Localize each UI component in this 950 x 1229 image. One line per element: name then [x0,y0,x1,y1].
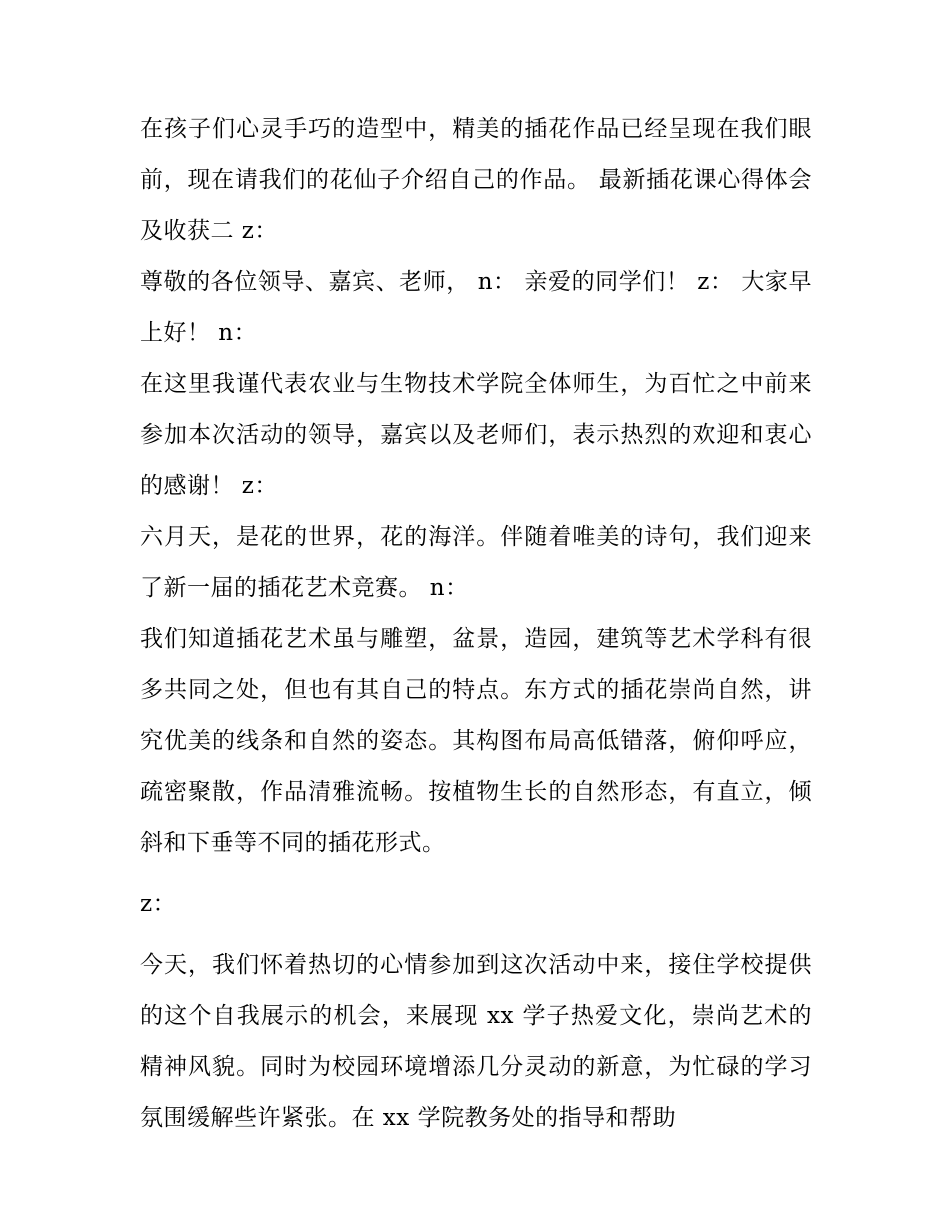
paragraph-greeting: 尊敬的各位领导、嘉宾、老师， n： 亲爱的同学们！ z： 大家早上好！ n： [140,269,812,346]
document-page [140,104,812,1144]
paragraph-art-features: 我们知道插花艺术虽与雕塑，盆景，造园，建筑等艺术学科有很多共同之处，但也有其自己的特点。东方式的插花崇尚自然，讲究优美的线条和自然的姿态。其构图布局高低错落，俯仰呼应，疏密聚散，作品清雅流畅。按植物生长的自然形态，有直立，倾斜和下垂等不同的插花形式。 [140,626,812,856]
paragraph-speaker-z: z： [140,891,177,917]
paragraph-welcome: 在这里我谨代表农业与生物技术学院全体师生，为百忙之中前来参加本次活动的领导，嘉宾以及老师们，表示热烈的欢迎和衷心的感谢！ z： [140,371,812,499]
paragraph-today: 今天，我们怀着热切的心情参加到这次活动中来，接住学校提供的这个自我展示的机会，来展现 xx 学子热爱文化，崇尚艺术的精神风貌。同时为校园环境增添几分灵动的新意，为忙碌的学习氛围缓解些许紧张。在 xx 学院教务处的指导和帮助 [140,952,812,1131]
paragraph-june: 六月天，是花的世界，花的海洋。伴随着唯美的诗句，我们迎来了新一届的插花艺术竞赛。 n： [140,524,812,601]
paragraph-flower-intro: 在孩子们心灵手巧的造型中，精美的插花作品已经呈现在我们眼前，现在请我们的花仙子介绍自己的作品。 最新插花课心得体会及收获二 z： [140,116,812,244]
